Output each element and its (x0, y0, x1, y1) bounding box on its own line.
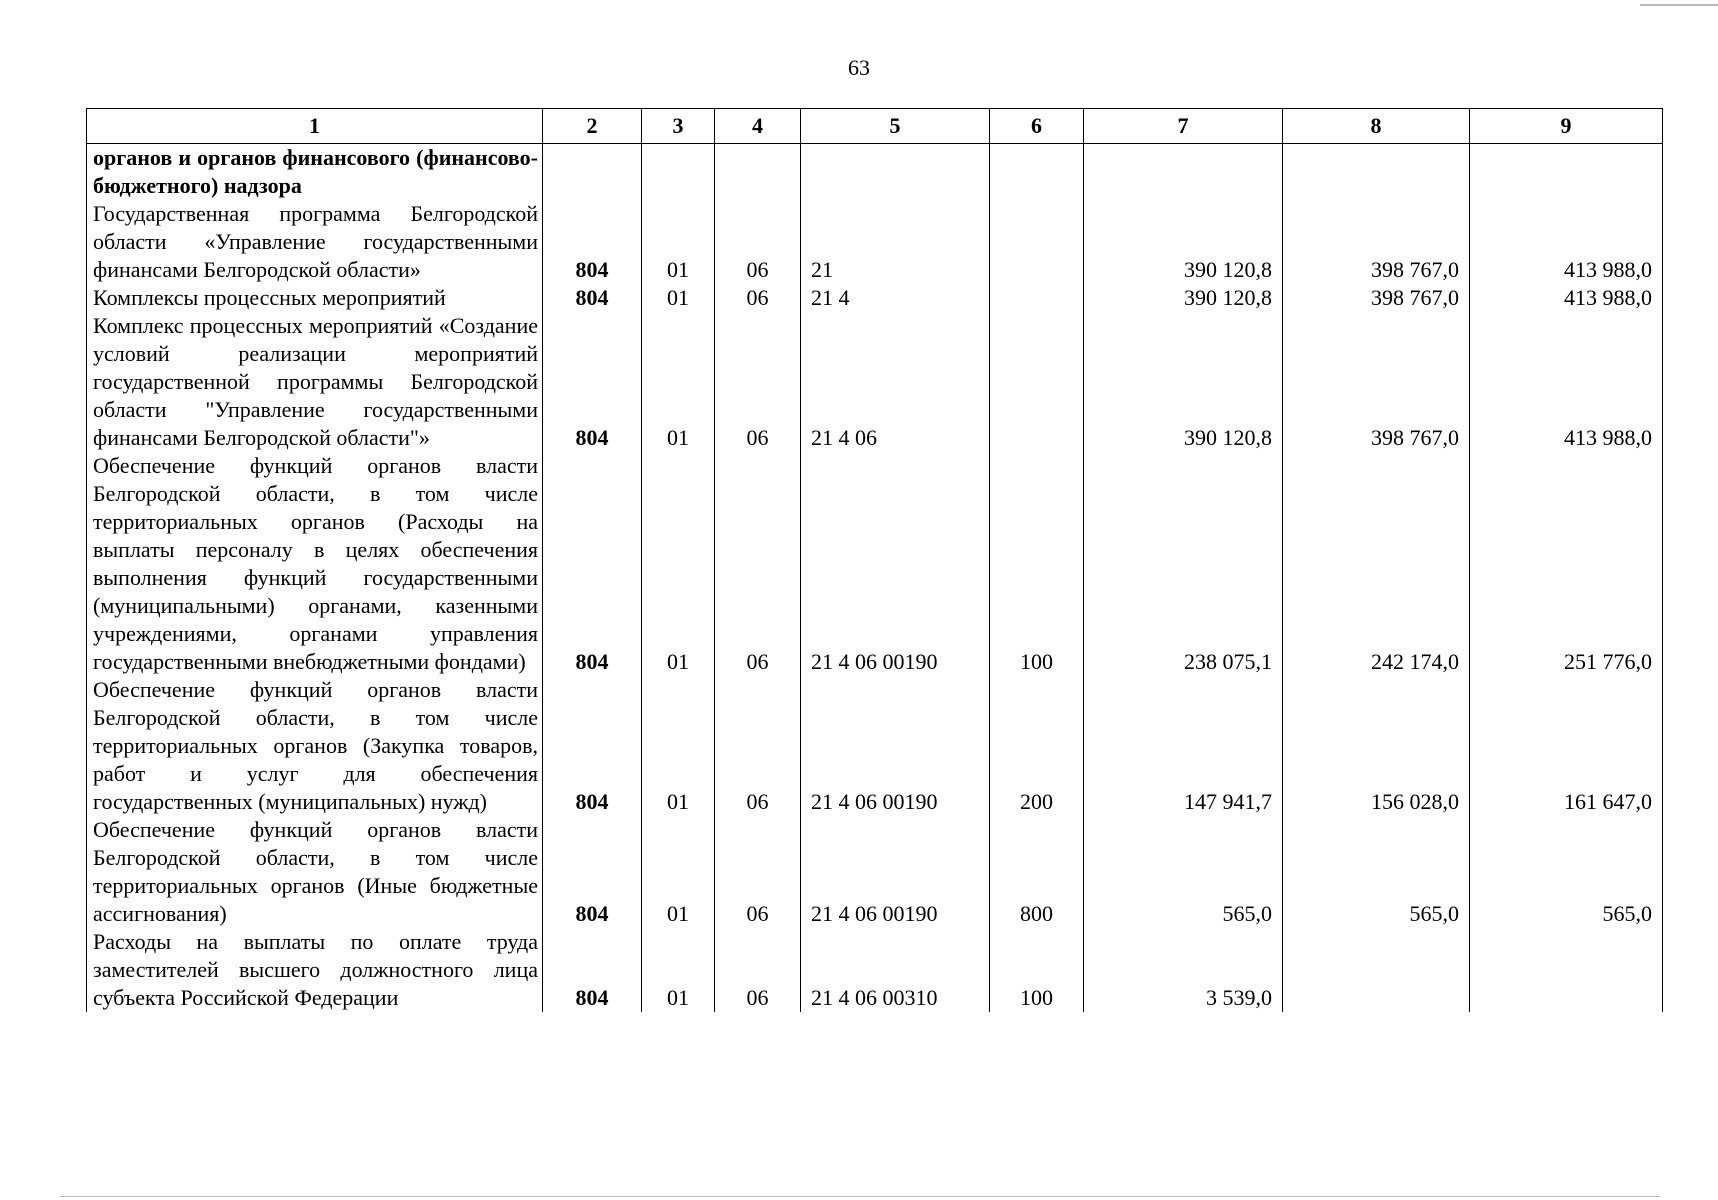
row-col-6 (990, 284, 1084, 312)
header-row (87, 109, 1663, 144)
table-row (87, 200, 1663, 284)
row-col-5: 21 (801, 200, 990, 284)
row-col-7: 390 120,8 (1084, 312, 1283, 452)
row-description: Государственная программа Белгородской области «Управление государственными финансами Белгородской области» (87, 200, 543, 284)
row-col-2: 804 (543, 312, 642, 452)
header-col-9: 9 (1470, 109, 1663, 144)
row-description: Обеспечение функций органов власти Белгородской области, в том числе территориальных органов (Закупка товаров, работ и услуг для обеспечения государственных (муниципальных) нужд) (87, 676, 543, 816)
row-col-5: 21 4 06 (801, 312, 990, 452)
row-col-4: 06 (715, 452, 801, 676)
header-col-1: 1 (87, 109, 543, 144)
row-col-4: 06 (715, 928, 801, 1012)
header-col-7: 7 (1084, 109, 1283, 144)
row-col-6: 800 (990, 816, 1084, 928)
row-col-8: 398 767,0 (1283, 200, 1470, 284)
row-description: Обеспечение функций органов власти Белгородской области, в том числе территориальных органов (Расходы на выплаты персоналу в целях обеспечения выполнения функций государственными (муниципальными) органами, казенными учреждениями, органами управления государственными внебюджетными фондами) (87, 452, 543, 676)
row-col-3 (642, 144, 715, 201)
row-col-9: 413 988,0 (1470, 200, 1663, 284)
row-col-8 (1283, 144, 1470, 201)
header-col-6: 6 (990, 109, 1084, 144)
row-col-3: 01 (642, 928, 715, 1012)
row-col-6 (990, 312, 1084, 452)
table-row (87, 676, 1663, 816)
table-row (87, 312, 1663, 452)
row-description: Расходы на выплаты по оплате труда заместителей высшего должностного лица субъекта Российской Федерации (87, 928, 543, 1012)
row-col-2: 804 (543, 452, 642, 676)
row-col-2: 804 (543, 928, 642, 1012)
row-col-9: 565,0 (1470, 816, 1663, 928)
row-col-9: 413 988,0 (1470, 284, 1663, 312)
row-col-2: 804 (543, 284, 642, 312)
row-col-4: 06 (715, 816, 801, 928)
table-row (87, 928, 1663, 1012)
table-row (87, 144, 1663, 201)
page-number: 63 (848, 55, 870, 80)
row-col-5: 21 4 06 00190 (801, 452, 990, 676)
row-col-6 (990, 144, 1084, 201)
row-col-5: 21 4 06 00190 (801, 816, 990, 928)
header-col-3: 3 (642, 109, 715, 144)
row-col-2: 804 (543, 200, 642, 284)
row-col-8: 398 767,0 (1283, 284, 1470, 312)
row-col-7: 147 941,7 (1084, 676, 1283, 816)
header-col-8: 8 (1283, 109, 1470, 144)
row-col-2: 804 (543, 676, 642, 816)
row-col-3: 01 (642, 816, 715, 928)
budget-table (86, 108, 1663, 1012)
table-body (87, 144, 1663, 1013)
row-col-5: 21 4 (801, 284, 990, 312)
row-col-7 (1084, 144, 1283, 201)
row-col-4 (715, 144, 801, 201)
row-col-7: 238 075,1 (1084, 452, 1283, 676)
row-col-5: 21 4 06 00190 (801, 676, 990, 816)
row-col-5: 21 4 06 00310 (801, 928, 990, 1012)
row-col-3: 01 (642, 312, 715, 452)
row-col-9 (1470, 928, 1663, 1012)
row-col-2: 804 (543, 816, 642, 928)
row-col-5 (801, 144, 990, 201)
row-col-7: 3 539,0 (1084, 928, 1283, 1012)
header-col-2: 2 (543, 109, 642, 144)
scan-artifact-bottom (60, 1196, 1660, 1197)
scan-artifact-top (1640, 4, 1718, 6)
row-col-7: 390 120,8 (1084, 200, 1283, 284)
header-col-5: 5 (801, 109, 990, 144)
row-description: Обеспечение функций органов власти Белгородской области, в том числе территориальных органов (Иные бюджетные ассигнования) (87, 816, 543, 928)
row-col-8: 565,0 (1283, 816, 1470, 928)
row-col-6: 200 (990, 676, 1084, 816)
row-col-3: 01 (642, 676, 715, 816)
row-col-8: 398 767,0 (1283, 312, 1470, 452)
row-col-9: 161 647,0 (1470, 676, 1663, 816)
row-description: органов и органов финансового (финансово-бюджетного) надзора (87, 144, 543, 201)
row-col-4: 06 (715, 676, 801, 816)
row-description: Комплекс процессных мероприятий «Создание условий реализации мероприятий государственной программы Белгородской области "Управление государственными финансами Белгородской области"» (87, 312, 543, 452)
row-col-3: 01 (642, 284, 715, 312)
row-col-7: 565,0 (1084, 816, 1283, 928)
row-col-7: 390 120,8 (1084, 284, 1283, 312)
row-col-8: 242 174,0 (1283, 452, 1470, 676)
row-col-8: 156 028,0 (1283, 676, 1470, 816)
row-col-9: 251 776,0 (1470, 452, 1663, 676)
row-col-3: 01 (642, 200, 715, 284)
row-col-4: 06 (715, 284, 801, 312)
row-col-4: 06 (715, 200, 801, 284)
row-col-9: 413 988,0 (1470, 312, 1663, 452)
row-description: Комплексы процессных мероприятий (87, 284, 543, 312)
table-row (87, 452, 1663, 676)
row-col-3: 01 (642, 452, 715, 676)
table-row (87, 284, 1663, 312)
row-col-8 (1283, 928, 1470, 1012)
row-col-6: 100 (990, 928, 1084, 1012)
table-row (87, 816, 1663, 928)
row-col-4: 06 (715, 312, 801, 452)
row-col-6: 100 (990, 452, 1084, 676)
row-col-6 (990, 200, 1084, 284)
row-col-9 (1470, 144, 1663, 201)
header-col-4: 4 (715, 109, 801, 144)
row-col-2 (543, 144, 642, 201)
